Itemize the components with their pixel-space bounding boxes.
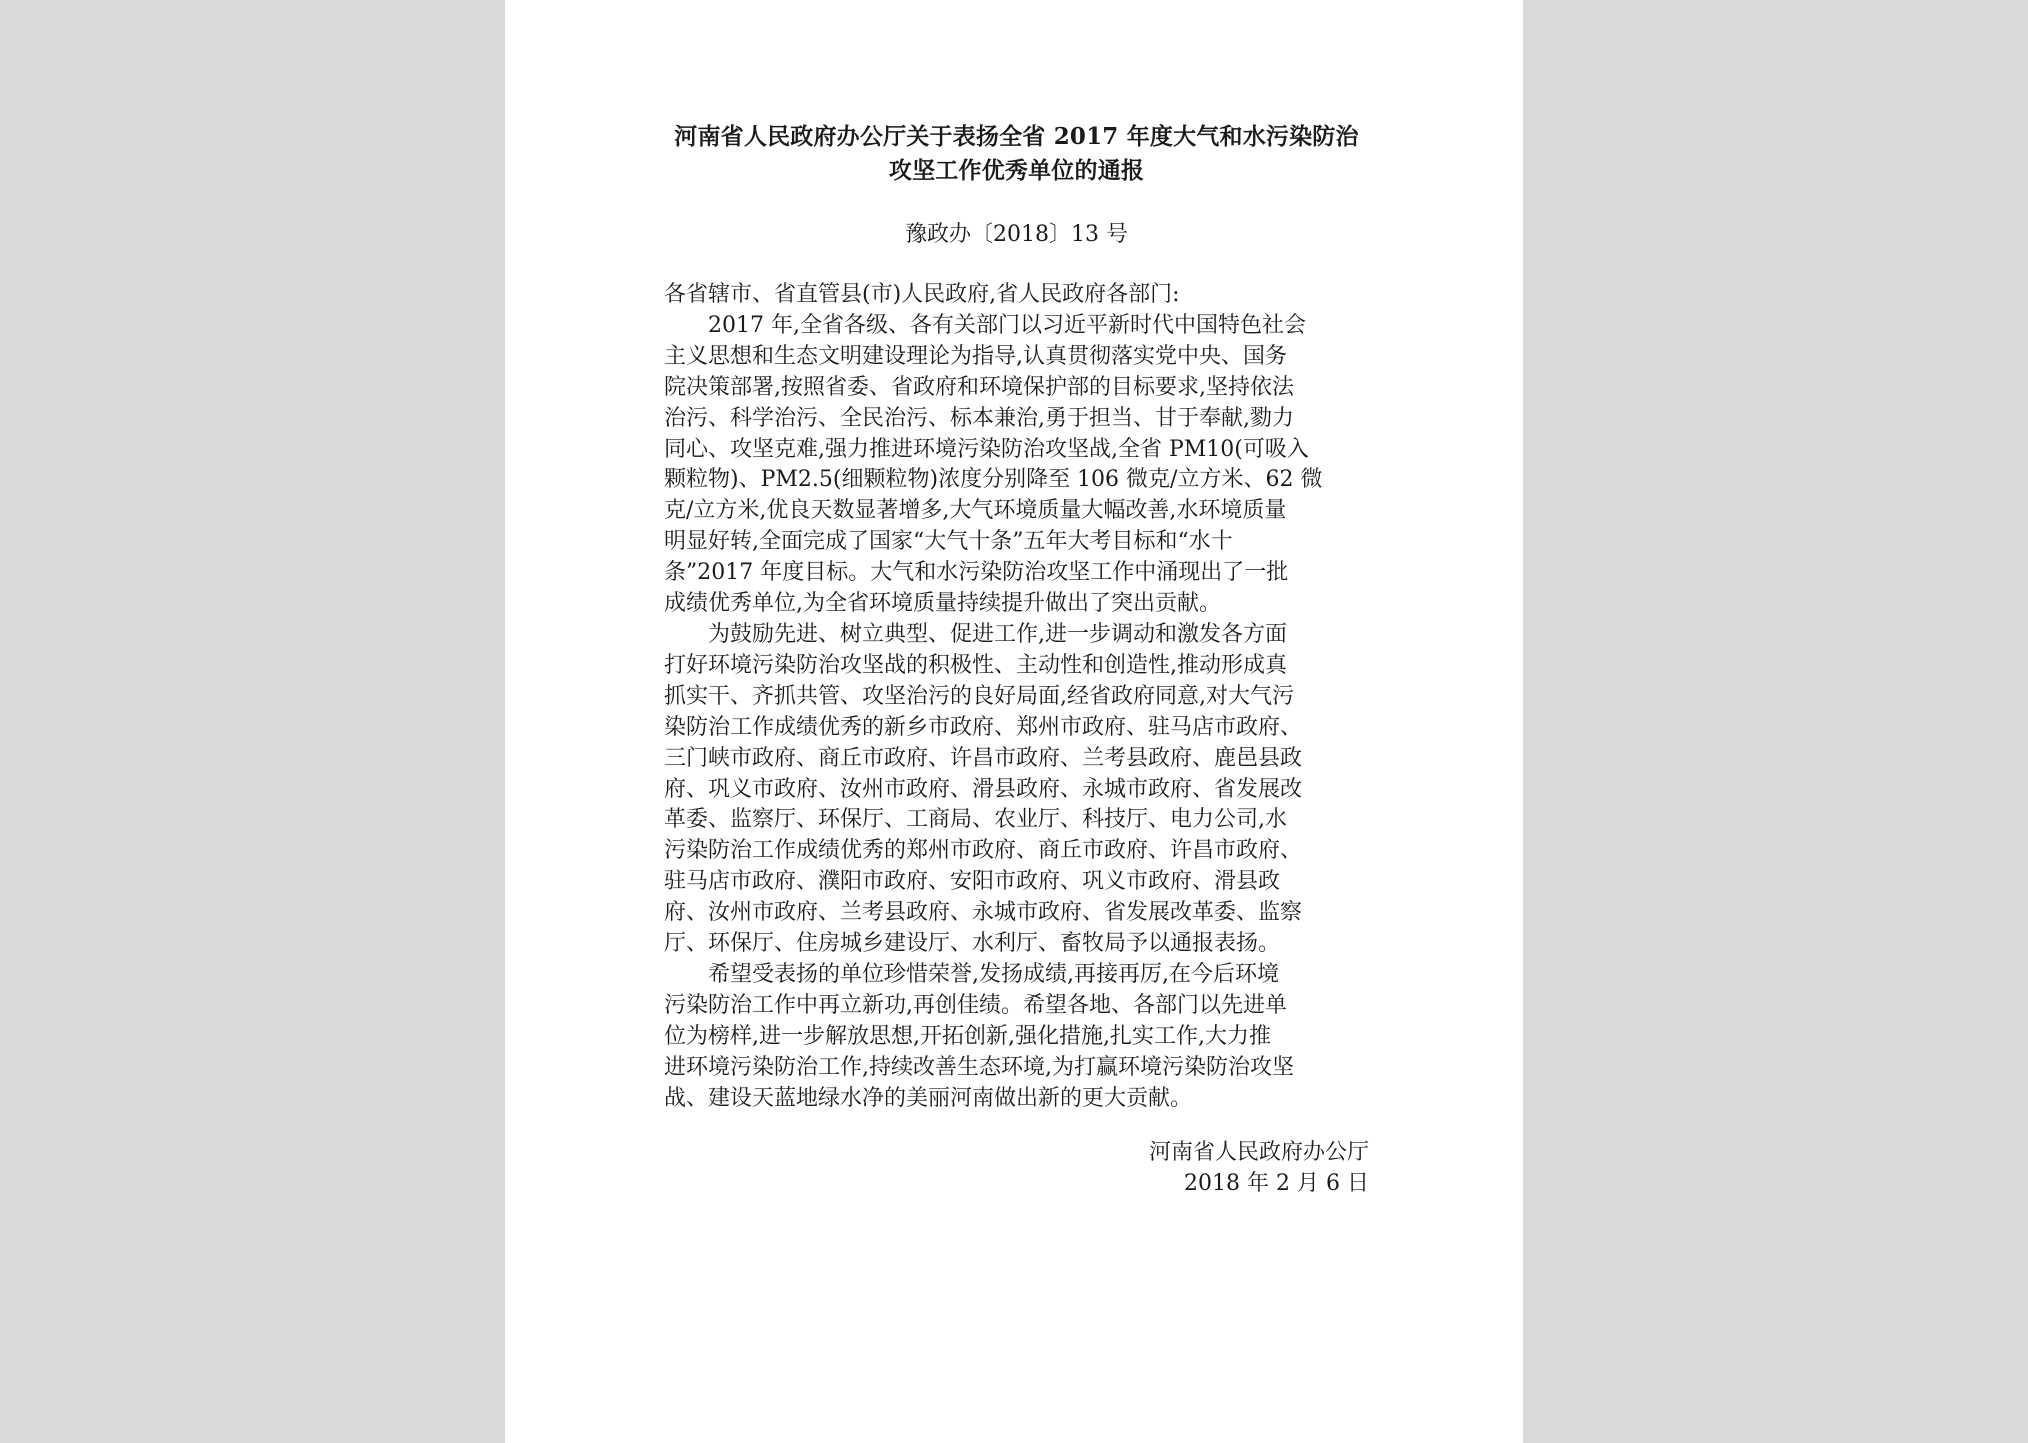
text-line: 抓实干、齐抓共管、攻坚治污的良好局面,经省政府同意,对大气污 bbox=[664, 683, 1294, 709]
text-line: 进环境污染防治工作,持续改善生态环境,为打赢环境污染防治攻坚 bbox=[664, 1054, 1294, 1080]
body-paragraph-2 bbox=[664, 620, 1369, 960]
salutation: 各省辖市、省直管县(市)人民政府,省人民政府各部门: bbox=[664, 282, 1180, 307]
text-line: 府、汝州市政府、兰考县政府、永城市政府、省发展改革委、监察 bbox=[664, 900, 1303, 926]
text-line: 治污、科学治污、全民治污、标本兼治,勇于担当、甘于奉献,勠力 bbox=[664, 405, 1294, 431]
text-line: 克/立方米,优良天数显著增多,大气环境质量大幅改善,水环境质量 bbox=[664, 498, 1287, 524]
text-line: 同心、攻坚克难,强力推进环境污染防治攻坚战,全省 PM10(可吸入 bbox=[664, 436, 1309, 462]
text-line: 颗粒物)、PM2.5(细颗粒物)浓度分别降至 106 微克/立方米、62 微 bbox=[664, 467, 1323, 493]
issue-date: 2018 年 2 月 6 日 bbox=[1184, 1171, 1369, 1197]
issuer-name: 河南省人民政府办公厅 bbox=[1148, 1140, 1369, 1166]
text-line: 府、巩义市政府、汝州市政府、滑县政府、永城市政府、省发展改 bbox=[664, 776, 1303, 802]
text-line: 战、建设天蓝地绿水净的美丽河南做出新的更大贡献。 bbox=[664, 1085, 1193, 1111]
text-line: 主义思想和生态文明建设理论为指导,认真贯彻落实党中央、国务 bbox=[664, 343, 1287, 369]
page-content bbox=[664, 120, 1369, 1199]
text-line: 2017 年,全省各级、各有关部门以习近平新时代中国特色社会 bbox=[664, 312, 1306, 338]
signature-block bbox=[664, 1137, 1369, 1199]
document-page bbox=[505, 0, 1523, 1443]
text-line: 位为榜样,进一步解放思想,开拓创新,强化措施,扎实工作,大力推 bbox=[664, 1023, 1271, 1049]
text-line: 院决策部署,按照省委、省政府和环境保护部的目标要求,坚持依法 bbox=[664, 374, 1294, 400]
text-line: 驻马店市政府、濮阳市政府、安阳市政府、巩义市政府、滑县政 bbox=[664, 869, 1281, 895]
text-line: 染防治工作成绩优秀的新乡市政府、郑州市政府、驻马店市政府、 bbox=[664, 714, 1303, 740]
body-paragraph-1 bbox=[664, 311, 1369, 620]
text-line: 明显好转,全面完成了国家“大气十条”五年大考目标和“水十 bbox=[664, 529, 1233, 555]
text-line: 三门峡市政府、商丘市政府、许昌市政府、兰考县政府、鹿邑县政 bbox=[664, 745, 1303, 771]
document-title bbox=[664, 120, 1369, 188]
title-line: 攻坚工作优秀单位的通报 bbox=[888, 157, 1145, 184]
text-line: 成绩优秀单位,为全省环境质量持续提升做出了突出贡献。 bbox=[664, 591, 1221, 617]
text-line: 革委、监察厅、环保厅、工商局、农业厅、科技厅、电力公司,水 bbox=[664, 807, 1287, 833]
text-line: 条”2017 年度目标。大气和水污染防治攻坚工作中涌现出了一批 bbox=[664, 560, 1289, 586]
text-line: 污染防治工作成绩优秀的郑州市政府、商丘市政府、许昌市政府、 bbox=[664, 838, 1303, 864]
text-line: 厅、环保厅、住房城乡建设厅、水利厅、畜牧局予以通报表扬。 bbox=[664, 931, 1281, 957]
text-line: 为鼓励先进、树立典型、促进工作,进一步调动和激发各方面 bbox=[664, 621, 1287, 647]
text-line: 污染防治工作中再立新功,再创佳绩。希望各地、各部门以先进单 bbox=[664, 992, 1287, 1018]
body-paragraph-3 bbox=[664, 960, 1369, 1115]
document-number: 豫政办〔2018〕13 号 bbox=[905, 222, 1128, 247]
title-line: 河南省人民政府办公厅关于表扬全省 2017 年度大气和水污染防治 bbox=[674, 123, 1359, 150]
text-line: 希望受表扬的单位珍惜荣誉,发扬成绩,再接再厉,在今后环境 bbox=[664, 961, 1279, 987]
text-line: 打好环境污染防治攻坚战的积极性、主动性和创造性,推动形成真 bbox=[664, 652, 1287, 678]
